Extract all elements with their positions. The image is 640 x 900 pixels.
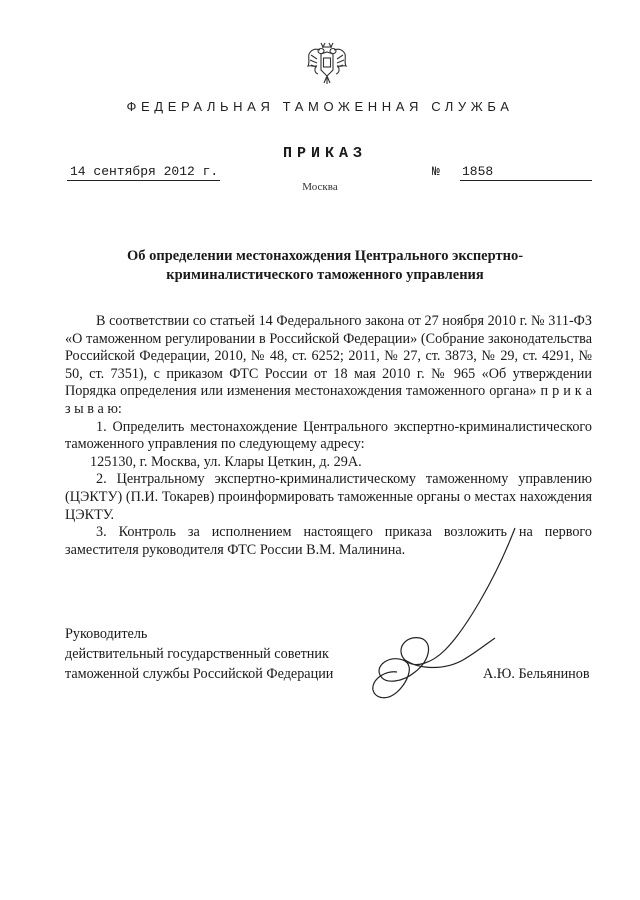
signer-title-line-2: действительный государственный советник	[65, 646, 329, 662]
item-2-paragraph: 2. Центральному экспертно-криминалистическому таможенному управлению (ЦЭКТУ) (П.И. Токарев) проинформировать таможенные органы о местах нахождения ЦЭКТУ.	[65, 471, 592, 523]
signer-title-line-3: таможенной службы Российской Федерации	[65, 666, 334, 682]
preamble-paragraph: В соответствии со статьей 14 Федерального закона от 27 ноября 2010 г. № 311-ФЗ «О таможенном регулировании в Российской Федерации» (Собрание законодательства Российской Федерации, 2010, № 48, ст. 6252; 2011, № 27, ст. 3873, № 29, ст. 4291, № 50, ст. 7351), с приказом ФТС России от 18 мая 2010 г. № 965 «Об утверждении Порядка определения или изменения местонахождения таможенного органа» п р и к а з ы в а ю:	[65, 313, 592, 417]
address-line: 125130, г. Москва, ул. Клары Цеткин, д. 29А.	[90, 453, 362, 470]
handwritten-signature	[345, 520, 545, 720]
number-sign: №	[432, 164, 440, 179]
order-title	[95, 247, 555, 285]
title-line-1: Об определении местонахождения Центрального экспертно-	[126, 248, 524, 264]
item-3-paragraph: 3. Контроль за исполнением настоящего приказа возложить на первого заместителя руководителя ФТС России В.М. Малинина.	[65, 524, 592, 558]
emblem-icon	[305, 40, 349, 86]
order-number: 1858	[460, 163, 592, 181]
date-number-row	[0, 163, 640, 183]
title-line-2: криминалистического таможенного управления	[166, 267, 484, 283]
document-type: ПРИКАЗ	[282, 145, 367, 162]
signer-name: А.Ю. Бельянинов	[483, 666, 590, 682]
city: Москва	[302, 181, 338, 193]
item-1-paragraph: 1. Определить местонахождение Центрального экспертно-криминалистического таможенного управления по следующему адресу:	[65, 418, 592, 453]
signer-title	[65, 624, 333, 684]
order-date: 14 сентября 2012 г.	[67, 163, 220, 181]
agency-name: ФЕДЕРАЛЬНАЯ ТАМОЖЕННАЯ СЛУЖБА	[126, 99, 514, 114]
signer-title-line-1: Руководитель	[65, 626, 148, 642]
